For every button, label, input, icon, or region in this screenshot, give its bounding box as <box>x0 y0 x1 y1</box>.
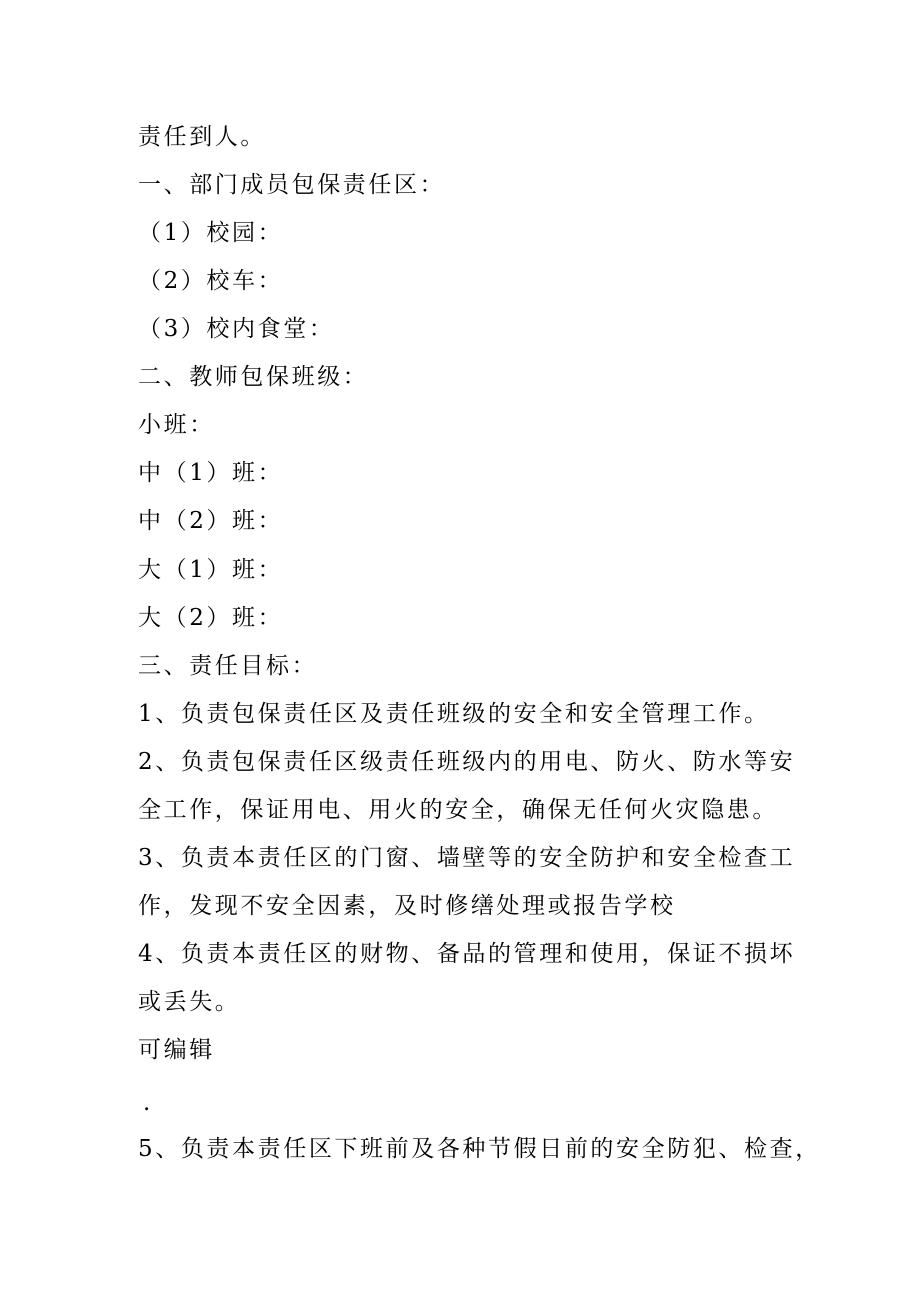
section-heading-3: 三、责任目标： <box>138 653 318 679</box>
section-heading-2: 二、教师包保班级： <box>138 364 369 390</box>
separator-dot: . <box>143 1090 151 1116</box>
section-heading-1: 一、部门成员包保责任区： <box>138 172 446 198</box>
text-line-9: 中（2）班： <box>138 508 284 534</box>
text-line-4: （2）校车： <box>138 268 284 294</box>
text-line-18: 4、负责本责任区的财物、备品的管理和使用，保证不损坏 <box>138 941 796 967</box>
text-line-13: 1、负责包保责任区及责任班级的安全和安全管理工作。 <box>138 701 770 727</box>
text-line-15: 全工作，保证用电、用火的安全，确保无任何火灾隐患。 <box>138 797 778 823</box>
text-line-11: 大（2）班： <box>138 605 284 631</box>
editable-label: 可编辑 <box>138 1037 215 1063</box>
text-line-8: 中（1）班： <box>138 460 284 486</box>
text-line-16: 3、负责本责任区的门窗、墙壁等的安全防护和安全检查工 <box>138 845 796 871</box>
text-line-10: 大（1）班： <box>138 557 284 583</box>
text-line-3: （1）校园： <box>138 220 284 246</box>
text-line-19: 或丢失。 <box>138 989 241 1015</box>
text-line-5: （3）校内食堂： <box>138 316 335 342</box>
text-line-14: 2、负责包保责任区级责任班级内的用电、防火、防水等安 <box>138 749 796 775</box>
text-line-22: 5、负责本责任区下班前及各种节假日前的安全防犯、检查， <box>138 1136 821 1162</box>
text-line-1: 责任到人。 <box>138 124 266 150</box>
text-line-17: 作，发现不安全因素，及时修缮处理或报告学校 <box>138 893 676 919</box>
text-line-7: 小班： <box>138 412 215 438</box>
